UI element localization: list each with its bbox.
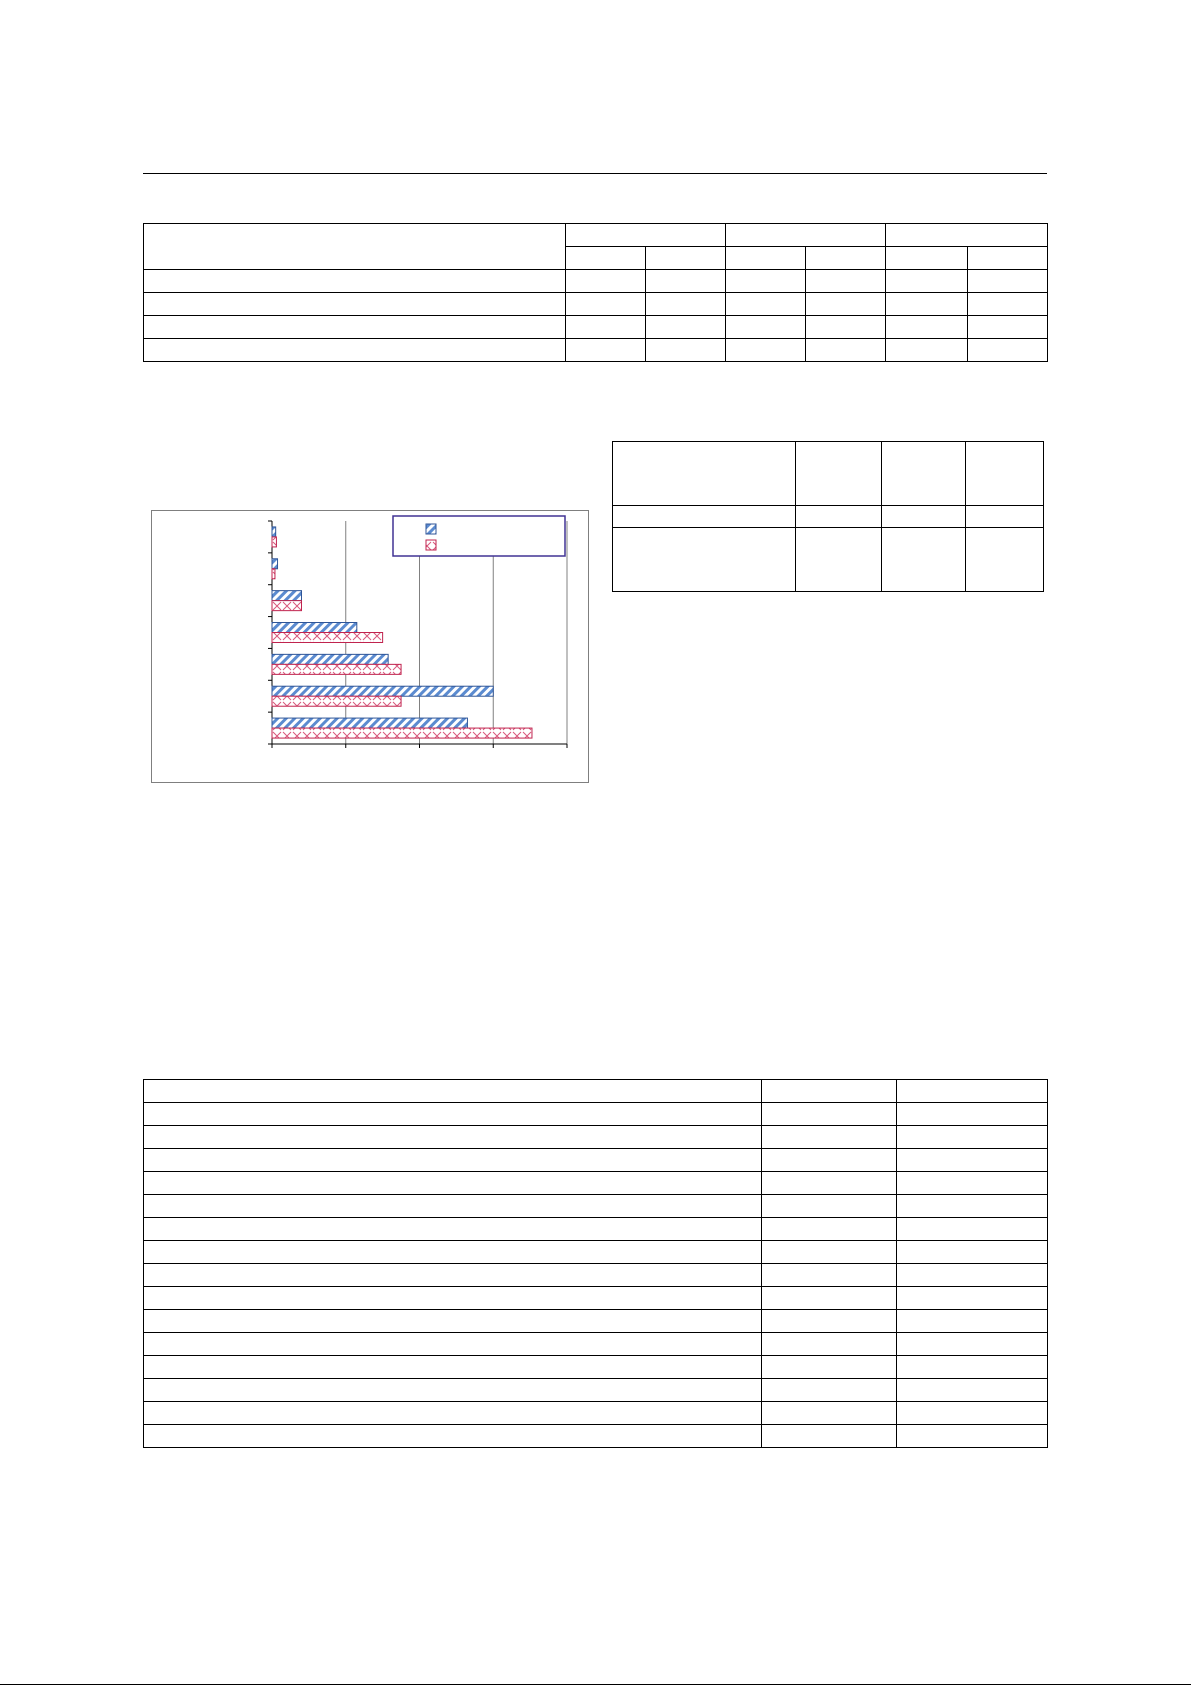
table-cell [144,1172,762,1195]
table-row [144,1080,1048,1103]
table-cell [144,1149,762,1172]
table-cell [144,1356,762,1379]
table-cell [886,270,968,293]
table-cell [897,1103,1048,1126]
table-row [613,506,1044,528]
table-cell [897,1218,1048,1241]
table-cell [646,293,726,316]
table-cell [897,1425,1048,1448]
table-cell [762,1264,897,1287]
table-cell [897,1172,1048,1195]
table-cell [613,506,796,528]
table-cell [886,316,968,339]
table-cell [144,1195,762,1218]
bar-series-1 [272,559,278,569]
table-row [144,293,1048,316]
table-cell [806,316,886,339]
bar-chart-svg [152,511,588,782]
table-row [144,339,1048,362]
table-row [144,1379,1048,1402]
table-cell [646,270,726,293]
chart-legend [393,516,565,556]
table-row-label [144,316,566,339]
table-row [613,528,1044,592]
bar-series-2 [272,664,401,674]
bar-series-1 [272,654,388,664]
table-cell [762,1287,897,1310]
bar-chart [151,510,589,783]
table-row [144,1126,1048,1149]
table-cell [762,1425,897,1448]
table-cell [566,339,646,362]
table-row [144,1333,1048,1356]
table-cell [897,1126,1048,1149]
legend-swatch-series-2 [426,540,436,550]
table-cell [897,1080,1048,1103]
table-cell [144,1402,762,1425]
header-rule [143,173,1047,174]
table-cell [762,1126,897,1149]
table-header-cell [613,442,796,506]
table-row [144,1402,1048,1425]
table-cell [144,1218,762,1241]
table-cell [968,339,1048,362]
legend-swatch-series-1 [426,524,436,534]
table-cell [566,293,646,316]
table-cell [726,293,806,316]
table-row [144,1172,1048,1195]
table-cell [806,339,886,362]
table-cell [144,1287,762,1310]
detail-table [143,1079,1048,1448]
table-cell [897,1310,1048,1333]
summary-table [143,223,1048,362]
table-cell [897,1264,1048,1287]
side-table [612,441,1044,592]
table-cell [762,1310,897,1333]
table-cell [897,1333,1048,1356]
table-row-label [144,339,566,362]
table-cell [897,1379,1048,1402]
bar-series-2 [272,728,532,738]
bar-series-1 [272,623,357,633]
table-cell [144,1425,762,1448]
table-row [144,1264,1048,1287]
table-cell [762,1333,897,1356]
bar-series-1 [272,591,302,601]
table-cell [566,316,646,339]
bar-series-2 [272,569,275,579]
table-cell [966,506,1044,528]
table-row [144,1218,1048,1241]
table-cell [144,1103,762,1126]
table-cell [646,316,726,339]
bar-series-2 [272,601,302,611]
table-cell [144,1264,762,1287]
table-subheader [806,247,886,270]
table-cell [726,270,806,293]
bar-series-2 [272,537,276,547]
table-cell [762,1149,897,1172]
table-cell [144,1379,762,1402]
table-row [144,1103,1048,1126]
table-subheader [968,247,1048,270]
table-row [144,1356,1048,1379]
table-cell [796,528,882,592]
table-cell [144,1080,762,1103]
table-cell [144,1241,762,1264]
table-cell [144,1333,762,1356]
table-row [613,442,1044,506]
table-header-group [566,224,726,247]
table-cell [762,1356,897,1379]
table-row-label [144,270,566,293]
table-cell [796,506,882,528]
table-cell [968,270,1048,293]
table-row [144,1287,1048,1310]
table-header-cell [966,442,1044,506]
table-row [144,1195,1048,1218]
table-cell [762,1218,897,1241]
table-cell [762,1402,897,1425]
table-cell [897,1241,1048,1264]
table-cell [897,1287,1048,1310]
table-cell [897,1149,1048,1172]
table-cell [762,1172,897,1195]
table-subheader [726,247,806,270]
table-row [144,316,1048,339]
table-cell [144,1126,762,1149]
bar-series-1 [272,686,493,696]
table-cell [566,270,646,293]
table-cell [886,293,968,316]
table-cell [613,528,796,592]
table-cell [886,339,968,362]
table-cell [726,339,806,362]
table-cell [762,1379,897,1402]
table-header-group [726,224,886,247]
table-cell [966,528,1044,592]
table-cell [762,1195,897,1218]
table-cell [762,1103,897,1126]
table-header-cell [882,442,966,506]
table-subheader [566,247,646,270]
bar-series-1 [272,718,467,728]
bar-series-2 [272,696,401,706]
table-cell [806,293,886,316]
table-row [144,270,1048,293]
table-row [144,1241,1048,1264]
table-row-label [144,293,566,316]
bar-series-1 [272,527,276,537]
table-header-cell [796,442,882,506]
table-row [144,1149,1048,1172]
table-subheader [886,247,968,270]
bar-series-2 [272,633,383,643]
table-header-group [886,224,1048,247]
table-cell [144,1310,762,1333]
table-cell [897,1356,1048,1379]
table-cell [806,270,886,293]
table-cell [968,293,1048,316]
table-cell [882,506,966,528]
table-cell [968,316,1048,339]
table-header-cell [144,224,566,270]
table-row [144,1425,1048,1448]
table-cell [726,316,806,339]
table-cell [897,1402,1048,1425]
table-cell [646,339,726,362]
table-cell [882,528,966,592]
table-cell [762,1241,897,1264]
table-subheader [646,247,726,270]
table-row [144,1310,1048,1333]
table-cell [897,1195,1048,1218]
table-cell [762,1080,897,1103]
